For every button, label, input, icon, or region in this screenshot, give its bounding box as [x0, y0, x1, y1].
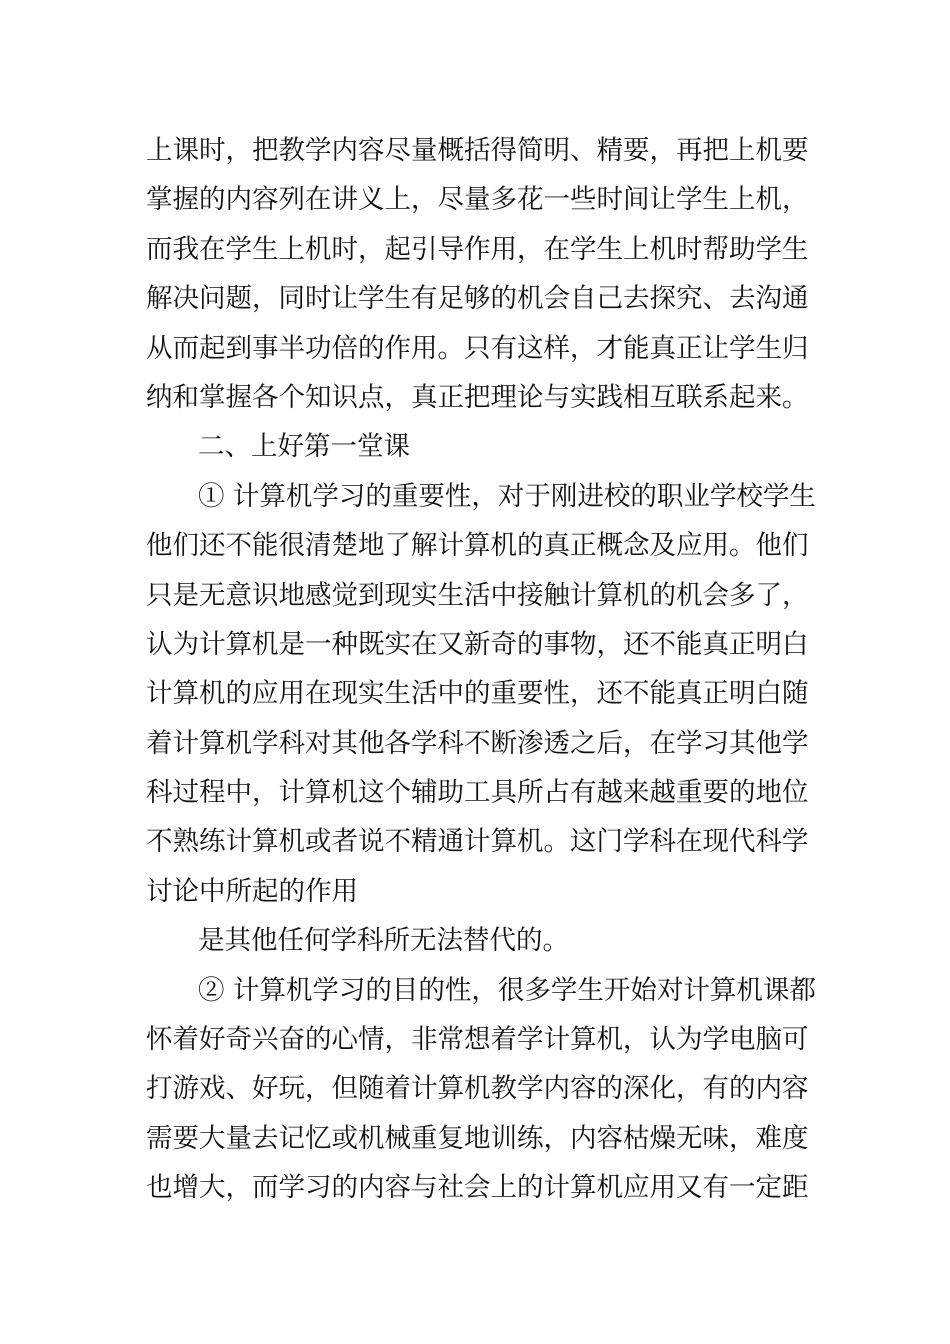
text-line: 着计算机学科对其他各学科不断渗透之后，在学习其他学: [146, 727, 809, 759]
text-line: 解决问题，同时让学生有足够的机会自己去探究、去沟通: [146, 283, 809, 315]
text-line: 二、上好第一堂课: [198, 431, 410, 463]
text-line: 是其他任何学科所无法替代的。: [198, 925, 569, 957]
text-line: 科过程中，计算机这个辅助工具所占有越来越重要的地位: [146, 777, 809, 809]
text-line: 需要大量去记忆或机械重复地训练，内容枯燥无味，难度: [146, 1122, 809, 1154]
document-body: [146, 126, 816, 1213]
text-line: 打游戏、好玩，但随着计算机教学内容的深化，有的内容: [146, 1073, 809, 1105]
text-line: 上课时，把教学内容尽量概括得简明、精要，再把上机要: [146, 135, 809, 166]
text-line: 计算机的应用在现实生活中的重要性，还不能真正明白随: [146, 678, 809, 710]
text-line: 不熟练计算机或者说不精通计算机。这门学科在现代科学: [146, 826, 809, 858]
text-line: ② 计算机学习的目的性，很多学生开始对计算机课都: [198, 974, 816, 1006]
text-line: ① 计算机学习的重要性，对于刚进校的职业学校学生: [198, 480, 816, 512]
text-line: 而我在学生上机时，起引导作用，在学生上机时帮助学生: [146, 233, 809, 265]
text-line: 认为计算机是一种既实在又新奇的事物，还不能真正明白: [146, 628, 809, 660]
text-line: 纳和掌握各个知识点，真正把理论与实践相互联系起来。: [146, 381, 809, 413]
text-line: 他们还不能很清楚地了解计算机的真正概念及应用。他们: [146, 530, 809, 562]
text-line: 只是无意识地感觉到现实生活中接触计算机的机会多了，: [146, 579, 809, 611]
text-line: 从而起到事半功倍的作用。只有这样，才能真正让学生归: [146, 332, 809, 364]
text-line: 掌握的内容列在讲义上，尽量多花一些时间让学生上机，: [146, 184, 809, 216]
text-line: 也增大，而学习的内容与社会上的计算机应用又有一定距: [146, 1172, 809, 1204]
text-line: 讨论中所起的作用: [146, 875, 358, 907]
text-line: 怀着好奇兴奋的心情，非常想着学计算机，认为学电脑可: [146, 1024, 809, 1056]
